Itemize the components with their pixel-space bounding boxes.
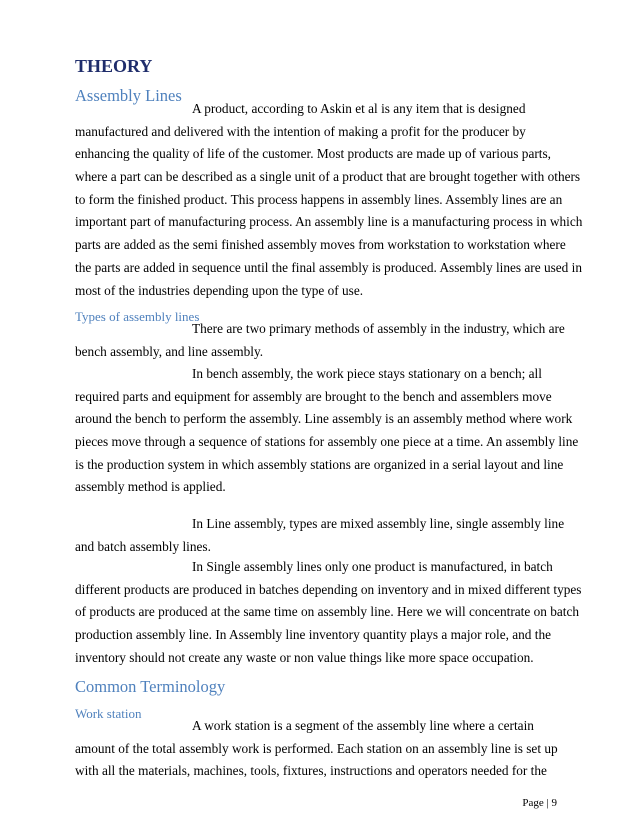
- text-line: There are two primary methods of assembly in the industry, which are: [192, 321, 565, 336]
- text-line: amount of the total assembly work is performed. Each station on an assembly line is set up: [75, 740, 558, 756]
- text-line: manufactured and delivered with the intention of making a profit for the producer by: [75, 123, 526, 139]
- text-line: to form the finished product. This process happens in assembly lines. Assembly lines are an: [75, 191, 563, 207]
- paragraph-line-assembly-types: [75, 513, 565, 558]
- text-line: required parts and equipment for assembly are brought to the bench and assemblers move: [75, 388, 552, 404]
- text-line: where a part can be described as a single unit of a product that are brought together with others: [75, 169, 581, 185]
- text-line: and batch assembly lines.: [75, 538, 211, 554]
- text-line: the parts are added in sequence until the final assembly is produced. Assembly lines are used in: [75, 259, 582, 275]
- text-line: enhancing the quality of life of the customer. Most products are made up of various parts,: [75, 146, 551, 162]
- section-title-common-terminology: Common Terminology: [75, 677, 226, 696]
- text-line: important part of manufacturing process. An assembly line is a manufacturing process in which: [75, 214, 583, 230]
- page-number: Page | 9: [522, 797, 557, 809]
- text-line: In Line assembly, types are mixed assembly line, single assembly line: [192, 516, 565, 531]
- subsection-title-types: Types of assembly lines: [75, 309, 200, 324]
- paragraph-single-assembly: [75, 556, 582, 669]
- text-line: is the production system in which assembly stations are organized in a serial layout and line: [75, 456, 564, 472]
- text-line: In bench assembly, the work piece stays stationary on a bench; all: [192, 366, 542, 381]
- text-line: most of the industries depending upon the type of use.: [75, 282, 364, 298]
- section-title-assembly-lines: Assembly Lines: [75, 86, 182, 105]
- text-line: parts are added as the semi finished assembly moves from workstation to workstation where: [75, 237, 566, 253]
- text-line: pieces move through a sequence of stations for assembly one piece at a time. An assembly line: [75, 434, 579, 450]
- text-line: A work station is a segment of the assembly line where a certain: [192, 718, 534, 733]
- page-heading: THEORY: [75, 56, 153, 76]
- text-line: inventory should not create any waste or non value things like more space occupation.: [75, 649, 534, 665]
- text-line: bench assembly, and line assembly.: [75, 343, 264, 359]
- paragraph-assembly-lines: [75, 98, 583, 302]
- paragraph-types-intro: [75, 318, 565, 363]
- text-line: In Single assembly lines only one product is manufactured, in batch: [192, 559, 553, 574]
- text-line: production assembly line. In Assembly line inventory quantity plays a major role, and the: [75, 627, 552, 643]
- text-line: with all the materials, machines, tools, fixtures, instructions and operators needed for the: [75, 763, 547, 779]
- text-line: different products are produced in batches depending on inventory and in mixed different types: [75, 581, 582, 597]
- paragraph-bench-assembly: [75, 363, 579, 499]
- paragraph-work-station: [75, 715, 558, 783]
- subsection-title-work-station: Work station: [75, 706, 142, 721]
- text-line: of products are produced at the same time on assembly line. Here we will concentrate on batch: [75, 604, 579, 620]
- text-line: around the bench to perform the assembly. Line assembly is an assembly method where work: [75, 411, 573, 427]
- text-line: assembly method is applied.: [75, 479, 226, 495]
- text-line: A product, according to Askin et al is any item that is designed: [192, 101, 526, 116]
